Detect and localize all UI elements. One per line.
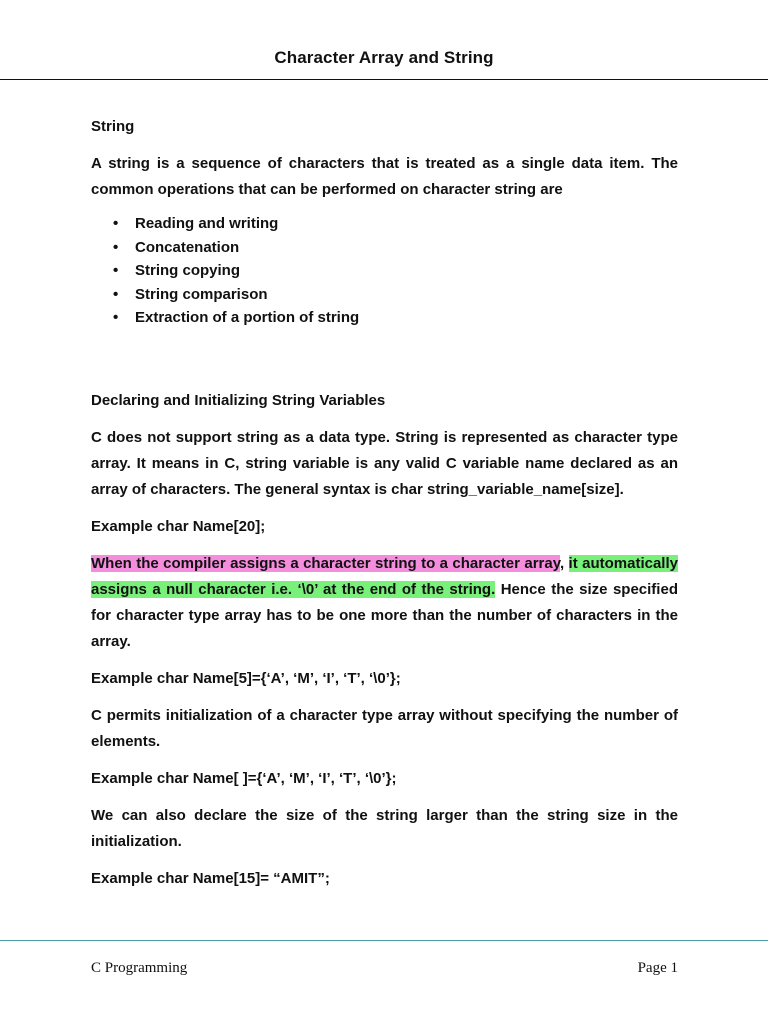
example-initialization: Example char Name[5]={‘A’, ‘M’, ‘I’, ‘T’, ‘\0’}; xyxy=(91,669,401,687)
section-heading-string: String xyxy=(91,118,135,135)
document-body xyxy=(91,114,678,892)
larger-size-paragraph: We can also declare the size of the string larger than the string size in the initialization. xyxy=(91,806,678,850)
list-item: • String copying xyxy=(113,259,678,283)
bullet-icon: • xyxy=(113,262,119,279)
page-header-title: Character Array and String xyxy=(274,48,494,67)
bullet-icon: • xyxy=(113,215,119,232)
example-unsized: Example char Name[ ]={‘A’, ‘M’, ‘I’, ‘T’, ‘\0’}; xyxy=(91,769,397,787)
list-item: • Concatenation xyxy=(113,236,678,260)
bullet-icon: • xyxy=(113,238,119,256)
example-declaration: Example char Name[20]; xyxy=(91,517,266,535)
bullet-icon: • xyxy=(113,285,119,303)
initialization-paragraph: C permits initialization of a character type array without specifying the number of elements. xyxy=(91,706,678,750)
list-item: • String comparison xyxy=(113,283,678,307)
null-character-paragraph: When the compiler assigns a character string to a character array, it automatically assigns a null character i.e. ‘\0’ at the end of the string. Hence the size specified for character type array has to be one more than the number of characters in the array. xyxy=(91,554,678,650)
list-item: • Reading and writing xyxy=(113,212,678,236)
footer-title: C Programming xyxy=(91,960,188,976)
footer-divider xyxy=(0,940,768,941)
bullet-icon: • xyxy=(113,309,119,326)
section-heading-declaring: Declaring and Initializing String Variables xyxy=(91,391,386,409)
example-string-literal: Example char Name[15]= “AMIT”; xyxy=(91,869,330,887)
header-divider xyxy=(0,79,768,80)
highlight-pink: When the compiler assigns a character string to a character array xyxy=(91,554,560,572)
highlight-green: it automatically assigns a null character i.e. ‘\0’ at the end of the string. xyxy=(91,554,678,598)
list-item: • Extraction of a portion of string xyxy=(113,306,678,330)
string-operations-list xyxy=(91,212,678,330)
string-intro-paragraph: A string is a sequence of characters that is treated as a single data item. The common operations that can be performed on character string are xyxy=(91,155,678,198)
declaring-paragraph: C does not support string as a data type. String is represented as character type array. It means in C, string variable is any valid C variable name declared as an array of characters. The general syntax is char string_variable_name[size]. xyxy=(91,428,678,498)
page-number: Page 1 xyxy=(637,960,678,976)
